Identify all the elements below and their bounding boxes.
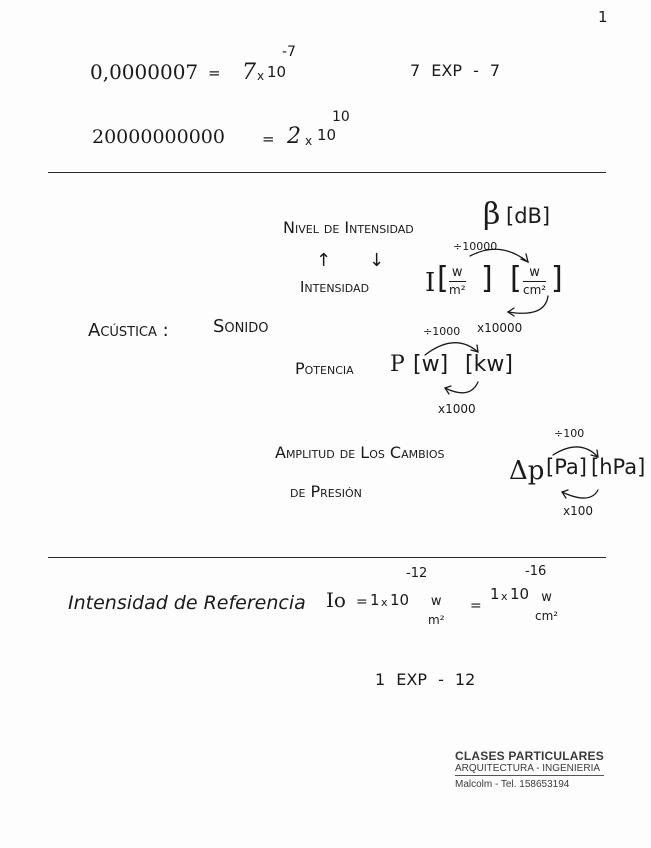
tutor-stamp (455, 749, 604, 790)
unit-w-per-m2 (449, 266, 466, 296)
amplitude-label-line2: de Presión (290, 482, 362, 501)
i0-symbol: Io (326, 588, 346, 612)
divider-bottom (48, 557, 606, 558)
ref-unit-m2: m² (428, 613, 445, 627)
equals-sign-1: = (208, 64, 221, 82)
decibel-unit: [dB] (506, 204, 551, 228)
pascal-unit: [Pa] (546, 455, 587, 479)
decimal-value-1: 0,0000007 (90, 60, 199, 84)
ref-exponent-1: -12 (406, 566, 428, 581)
ref-equals-1: = (356, 594, 368, 610)
delta-p-symbol: Δp (509, 456, 545, 486)
ref-unit-w-1: w (430, 594, 442, 609)
unit-w-2: w (529, 265, 540, 280)
base-10-1: 10 (267, 63, 287, 81)
acoustics-title: Acústica : (88, 320, 169, 341)
x-100-label: x100 (563, 504, 594, 518)
ref-base-1: 10 (390, 591, 410, 609)
unit-cm2: cm² (523, 283, 547, 297)
bracket-open-1: [ (437, 261, 449, 296)
arrow-intensity-back (508, 296, 548, 313)
ref-times-1: x (381, 596, 388, 609)
arrow-down-icon: ↓ (369, 250, 385, 271)
equals-sign-2: = (262, 130, 275, 148)
watt-unit: [w] (413, 352, 449, 377)
arrow-power-back (445, 382, 478, 393)
stamp-title: CLASES PARTICULARES (455, 749, 604, 763)
intensity-symbol: I (425, 268, 436, 298)
stamp-subtitle: ARQUITECTURA - INGENIERIA (455, 763, 604, 776)
arrowhead-power-forward (471, 345, 478, 352)
ref-mantissa-2: 1 (490, 585, 500, 603)
decimal-value-2: 20000000000 (92, 126, 225, 148)
bracket-open-2: [ (510, 261, 522, 296)
div-10000-label: ÷10000 (453, 240, 498, 253)
arrowhead-intensity-forward (521, 254, 528, 262)
amplitude-label-line1: Amplitud de Los Cambios (275, 443, 445, 462)
ref-unit-w-2: w (541, 590, 552, 605)
ref-mantissa-1: 1 (370, 591, 380, 609)
x-10000-label: x10000 (477, 321, 523, 335)
div-100-label: ÷100 (554, 427, 585, 440)
times-sign-2: x (305, 134, 313, 148)
stamp-contact: Malcolm - Tel. 158653194 (455, 779, 570, 790)
arrow-pressure-back (562, 490, 598, 498)
x-1000-label: x1000 (438, 402, 476, 416)
divider-top (48, 172, 606, 173)
exponent-1: -7 (282, 44, 296, 60)
times-sign-1: x (257, 69, 265, 83)
mantissa-2: 2 (287, 124, 301, 149)
unit-m2: m² (449, 283, 466, 297)
bracket-close-2: ] (551, 261, 563, 296)
unit-w-per-cm2 (523, 266, 546, 296)
sound-label: Sonido (213, 316, 269, 337)
arrowhead-power-back (445, 386, 451, 394)
ref-unit-cm2: cm² (535, 609, 559, 623)
hectopascal-unit: [hPa] (591, 455, 646, 479)
fraction-bar-1 (449, 281, 466, 282)
fraction-bar-2 (523, 281, 546, 282)
exponent-2: 10 (332, 109, 350, 125)
unit-w-1: w (451, 265, 463, 280)
kilowatt-unit: [kw] (465, 352, 513, 377)
arrowhead-pressure-back (562, 490, 568, 498)
calculator-entry-1: 7 EXP - 7 (410, 61, 501, 80)
div-1000-label: ÷1000 (423, 325, 461, 338)
mantissa-1: 7 (242, 60, 256, 85)
ref-exponent-2: -16 (525, 564, 547, 579)
intensity-level-label: Nivel de Intensidad (283, 218, 414, 237)
arrowhead-intensity-back (508, 308, 514, 316)
ref-unit-w-per-m2 (428, 595, 445, 626)
ref-times-2: x (501, 590, 508, 603)
power-symbol: P (390, 352, 405, 377)
ref-unit-w-per-cm2 (535, 591, 558, 622)
beta-symbol: β (483, 197, 501, 232)
page-number: 1 (598, 8, 608, 26)
calculator-entry-2: 1 EXP - 12 (375, 670, 476, 689)
ref-base-2: 10 (510, 585, 530, 603)
ref-equals-2: = (470, 598, 482, 614)
bracket-close-1: ] (481, 261, 493, 296)
base-10-2: 10 (317, 126, 337, 144)
power-label: Potencia (295, 359, 354, 378)
intensity-label: Intensidad (300, 278, 370, 296)
arrow-up-icon: ↑ (316, 250, 332, 271)
reference-intensity-label: Intensidad de Referencia (68, 592, 306, 614)
